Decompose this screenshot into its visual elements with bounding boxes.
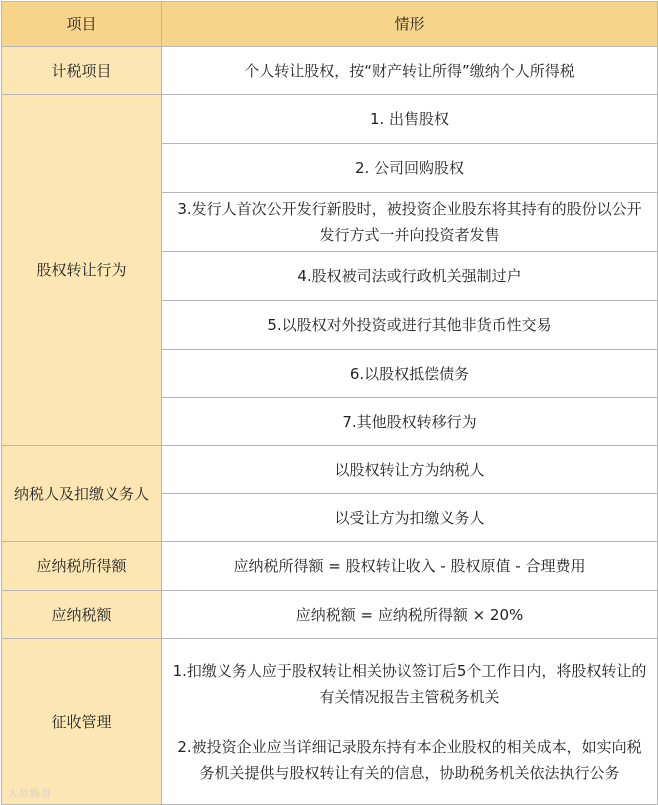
taxpayer-item: 以股权转让方为纳税人 bbox=[162, 446, 658, 494]
table-row bbox=[2, 47, 658, 95]
row-label-taxable-income: 应纳税所得额 bbox=[2, 542, 162, 591]
table-row bbox=[2, 639, 658, 805]
transfer-item: 1. 出售股权 bbox=[162, 95, 658, 144]
header-row bbox=[2, 2, 658, 47]
header-situation: 情形 bbox=[162, 2, 658, 47]
table-row bbox=[2, 446, 658, 494]
collection-paragraph-1: 1.扣缴义务人应于股权转让相关协议签订后5个工作日内，将股权转让的有关情况报告主管税务机关 bbox=[172, 661, 647, 706]
transfer-item: 4.股权被司法或行政机关强制过户 bbox=[162, 252, 658, 301]
watermark: 大敌路哥 bbox=[8, 789, 52, 800]
collection-paragraph-2: 2.被投资企业应当详细记录股东持有本企业股权的相关成本，如实向税务机关提供与股权转让有关的信息，协助税务机关依法执行公务 bbox=[177, 737, 642, 782]
header-item: 项目 bbox=[2, 2, 162, 47]
table-row bbox=[2, 95, 658, 144]
transfer-item: 6.以股权抵偿债务 bbox=[162, 350, 658, 398]
transfer-item: 5.以股权对外投资或进行其他非货币性交易 bbox=[162, 301, 658, 350]
transfer-item: 7.其他股权转移行为 bbox=[162, 398, 658, 446]
row-value-tax-payable: 应纳税额 = 应纳税所得额 × 20% bbox=[162, 591, 658, 639]
paragraph-gap bbox=[172, 710, 647, 734]
row-label-collection: 征收管理 bbox=[2, 639, 162, 805]
table-row bbox=[2, 542, 658, 591]
row-label-tax-item: 计税项目 bbox=[2, 47, 162, 95]
row-label-taxpayer: 纳税人及扣缴义务人 bbox=[2, 446, 162, 542]
row-value-tax-item: 个人转让股权，按“财产转让所得”缴纳个人所得税 bbox=[162, 47, 658, 95]
transfer-item: 2. 公司回购股权 bbox=[162, 144, 658, 193]
row-label-transfer: 股权转让行为 bbox=[2, 95, 162, 446]
transfer-item: 3.发行人首次公开发行新股时，被投资企业股东将其持有的股份以公开发行方式一并向投资者发售 bbox=[162, 193, 658, 252]
row-label-tax-payable: 应纳税额 bbox=[2, 591, 162, 639]
row-value-taxable-income: 应纳税所得额 = 股权转让收入 - 股权原值 - 合理费用 bbox=[162, 542, 658, 591]
taxpayer-item: 以受让方为扣缴义务人 bbox=[162, 494, 658, 542]
row-value-collection bbox=[162, 639, 658, 805]
table-row bbox=[2, 591, 658, 639]
tax-table bbox=[1, 1, 658, 805]
